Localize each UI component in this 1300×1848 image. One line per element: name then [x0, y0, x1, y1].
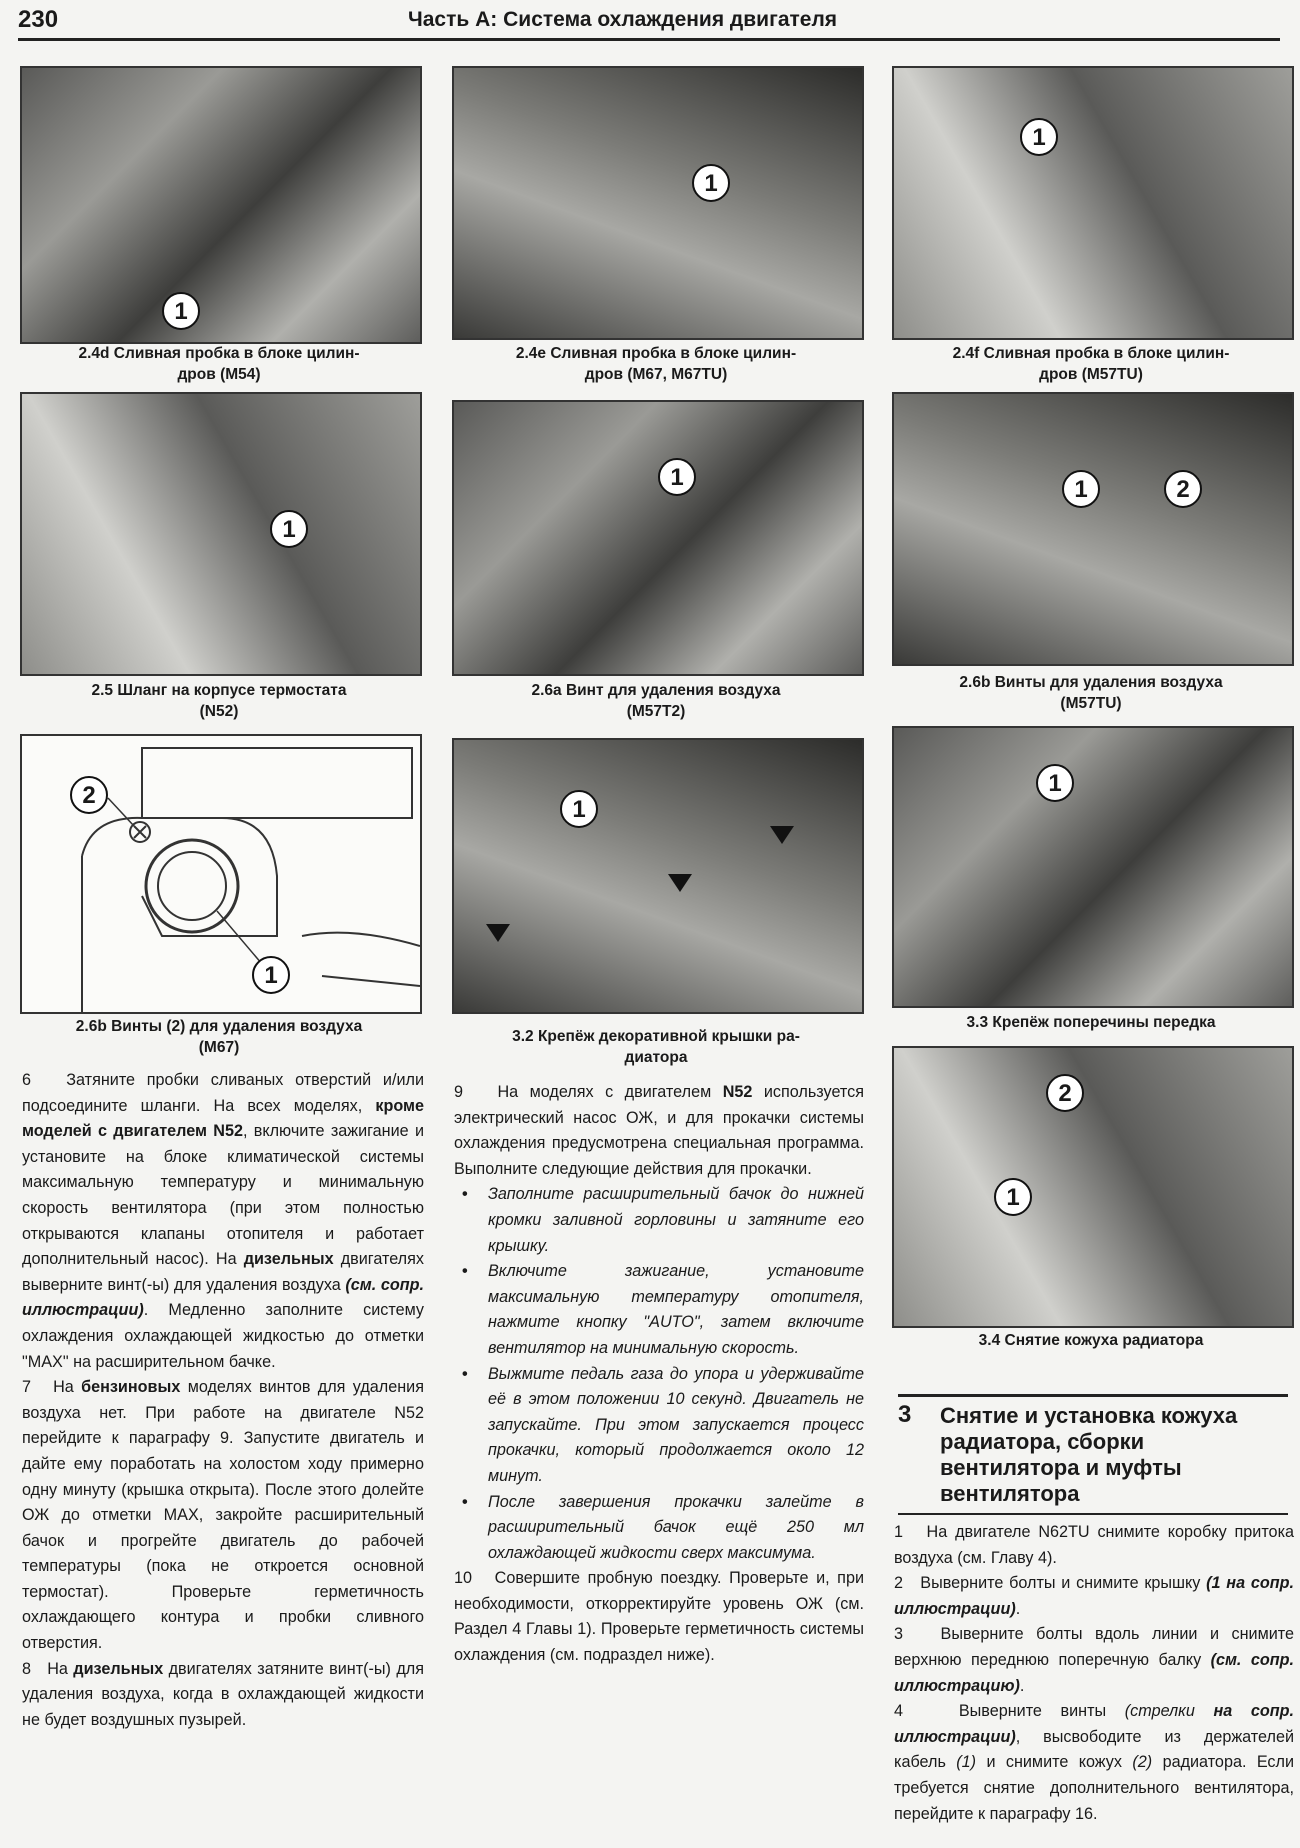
figure-2-4f-caption: 2.4f Сливная пробка в блоке цилин- дров (M57TU)	[952, 345, 1230, 383]
chapter-title: Часть А: Система охлаждения двигателя	[408, 8, 838, 31]
figure-2-5-photo	[20, 392, 422, 676]
paragraph-10: 10 Совершите пробную поездку. Проверьте и, при необходимости, откорректируйте уровень ОЖ (см. Раздел 4 Главы 1). Проверьте герметичность системы охлаждения (см. подраздел ниже).	[454, 1569, 864, 1665]
section-3-heading	[898, 1394, 1288, 1515]
list-item: • После завершения прокачки залейте в расширительный бачок ещё 250 мл охлаждающей жидкости сверх максимума.	[454, 1490, 864, 1567]
callout-1: 1	[658, 458, 696, 496]
callout-1: 1	[1036, 764, 1074, 802]
text-column-1	[22, 1068, 424, 1733]
figure-2-4e-photo	[452, 66, 864, 340]
text-column-2	[454, 1080, 864, 1669]
paragraph-4: 4 Выверните винты (стрелки на сопр. иллюстрации), высвободите из держателей кабель (1) и снимите кожух (2) радиатора. Если требуется снятие дополнительного вентилятора, перейдите к параграфу 16.	[894, 1702, 1295, 1823]
figure-2-6b-caption: 2.6b Винты для удаления воздуха (M57TU)	[959, 674, 1223, 712]
figure-2-6b-m67-drawing	[20, 734, 422, 1014]
paragraph-3: 3 Выверните болты вдоль линии и снимите верхнюю переднюю поперечную балку (см. сопр. иллюстрацию).	[894, 1625, 1294, 1695]
figure-3-4-photo	[892, 1046, 1294, 1328]
list-item: • Заполните расширительный бачок до нижней кромки заливной горловины и затяните его крышку.	[454, 1182, 864, 1259]
section-title: Снятие и установка кожуха радиатора, сборки вентилятора и муфты вентилятора	[940, 1403, 1238, 1506]
figure-2-6a-photo	[452, 400, 864, 676]
figure-3-2-photo	[452, 738, 864, 1014]
figure-2-6b-photo	[892, 392, 1294, 666]
callout-1: 1	[1062, 470, 1100, 508]
list-item: • Включите зажигание, установите максимальную температуру отопителя, нажмите кнопку "AUTO", затем включите вентилятор на минимальную скорость.	[454, 1259, 864, 1361]
figure-2-5-caption: 2.5 Шланг на корпусе термостата (N52)	[91, 682, 347, 720]
paragraph-8: 8 На дизельных двигателях затяните винт(-ы) для удаления воздуха, когда в охлаждающей жидкости не будет воздушных пузырей.	[22, 1659, 424, 1729]
figure-2-4d-caption: 2.4d Сливная пробка в блоке цилин- дров (M54)	[78, 345, 360, 383]
paragraph-7: 7 На бензиновых моделях винтов для удаления воздуха нет. При работе на двигателе N52 перейдите к параграфу 9. Запустите двигатель и дайте ему поработать на холостом ходу примерно одну минуту (крышка открыта). После этого долейте ОЖ до отметки MAX, закройте расширительный бачок и прогрейте двигатель до рабочей температуры (пока не откроется основной термостат). Проверьте герметичность охлаждающего контура и пробки сливного отверстия.	[22, 1378, 424, 1653]
callout-1: 1	[994, 1178, 1032, 1216]
paragraph-2: 2 Выверните болты и снимите крышку (1 на сопр. иллюстрации).	[894, 1574, 1295, 1618]
figure-2-4e-caption: 2.4e Сливная пробка в блоке цилин- дров (M67, M67TU)	[515, 345, 797, 383]
figure-3-3-caption: 3.3 Крепёж поперечины передка	[966, 1014, 1216, 1031]
callout-1: 1	[252, 956, 290, 994]
paragraph-1: 1 На двигателе N62TU снимите коробку притока воздуха (см. Главу 4).	[894, 1523, 1295, 1567]
callout-2: 2	[70, 776, 108, 814]
text-column-3	[894, 1520, 1294, 1827]
callout-1: 1	[270, 510, 308, 548]
paragraph-9: 9 На моделях с двигателем N52 используется электрический насос ОЖ, и для прокачки системы охлаждения предусмотрена специальная программа. Выполните следующие действия для прокачки.	[454, 1083, 864, 1178]
figure-2-6a-caption: 2.6а Винт для удаления воздуха (M57T2)	[531, 682, 781, 720]
list-item: • Выжмите педаль газа до упора и удерживайте её в этом положении 10 секунд. Двигатель не запускайте. При этом запускается процесс прокачки, который продолжается около 12 минут.	[454, 1362, 864, 1490]
figure-3-4-caption: 3.4 Снятие кожуха радиатора	[978, 1332, 1204, 1349]
figure-2-4d-photo	[20, 66, 422, 344]
arrow-down-icon	[770, 826, 794, 844]
arrow-down-icon	[668, 874, 692, 892]
page-number: 230	[18, 6, 59, 33]
figure-3-3-photo	[892, 726, 1294, 1008]
arrow-down-icon	[486, 924, 510, 942]
callout-1: 1	[1020, 118, 1058, 156]
callout-1: 1	[560, 790, 598, 828]
figure-2-6b-m67-caption: 2.6b Винты (2) для удаления воздуха (M67)	[75, 1018, 363, 1056]
page-header	[18, 4, 1280, 41]
section-number: 3	[898, 1401, 912, 1428]
callout-2: 2	[1046, 1074, 1084, 1112]
callout-2: 2	[1164, 470, 1202, 508]
callout-1: 1	[692, 164, 730, 202]
figure-3-2-caption: 3.2 Крепёж декоративной крышки ра- диатора	[512, 1028, 800, 1066]
bullet-list	[454, 1182, 864, 1566]
figure-2-4f-photo	[892, 66, 1294, 340]
paragraph-6: 6 Затяните пробки сливаных отверстий и/или подсоедините шланги. На всех моделях, кроме моделей с двигателем N52, включите зажигание и установите на блоке климатической системы максимальную температуру и минимальную скорость вентилятора (при этом полностью открываются клапаны отопителя и работает дополнительный насос). На дизельных двигателях выверните винт(-ы) для удаления воздуха (см. сопр. иллюстрации). Медленно заполните систему охлаждения охлаждающей жидкостью до отметки "MAX" на расширительном бачке.	[22, 1071, 425, 1371]
callout-1: 1	[162, 292, 200, 330]
